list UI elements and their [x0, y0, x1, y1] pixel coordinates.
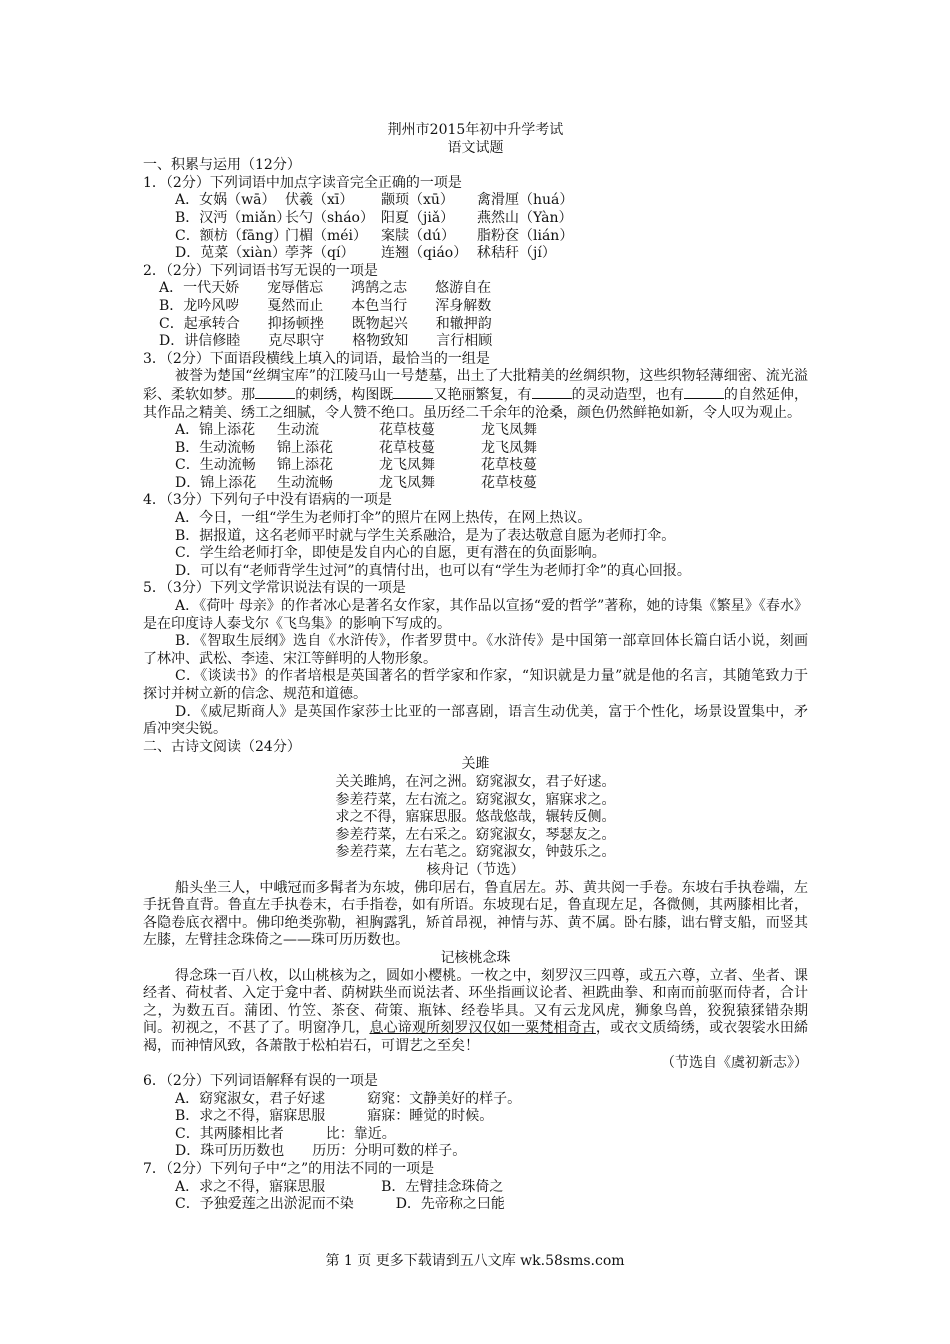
passage-text: 的灵动造型，也有	[571, 386, 684, 403]
option: A．《荷叶 母亲》的作者冰心是著名女作家，其作品以宣扬“爱的哲学”著称，她的诗集《繁星》《春水》是在印度诗人泰戈尔《飞鸟集》的影响下写成的。	[143, 598, 808, 632]
question-stem: 3．（2分）下面语段横线上填入的词语，最恰当的一组是	[143, 350, 490, 367]
option-cell: 案牍（dú）	[381, 227, 455, 244]
option: B．龙吟风哕 戛然而止 本色当行 浑身解数	[159, 297, 492, 314]
passage-text: 的自然延伸，其作品之精美、绣工之细腻，令人赞不绝口。虽历经二千余年的沧桑，颜色仍然鲜艳如新，令人叹为观止。	[143, 386, 809, 421]
question-1	[143, 175, 808, 263]
option-cell: 生动流	[277, 422, 319, 439]
option-cell: 花草枝蔓	[481, 457, 537, 474]
option: B．《智取生辰纲》选自《水浒传》，作者罗贯中。《水浒传》是中国第一部章回体长篇白话小说，刻画了林冲、武松、李逵、宋江等鲜明的人物形象。	[143, 633, 808, 667]
option-cell: A．女娲（wā）	[175, 192, 276, 209]
option-cell: B．汉沔（miǎn）	[175, 209, 291, 226]
option-cell: B．生动流畅	[175, 439, 256, 456]
passage	[143, 368, 808, 422]
passage-hetao	[143, 950, 808, 1073]
passage-text-part: ，或衣文质绮绣，或衣袈裟水田絺褐，而神情风致，各萧散于松柏岩石，可谓艺之至矣！	[143, 1020, 809, 1054]
option-cell: 生动流畅	[277, 474, 333, 491]
option-cell: C．额枋（fāng）	[175, 227, 288, 244]
passage-text	[143, 968, 808, 1056]
option-row	[143, 192, 808, 210]
option-cell: 龙飞凤舞	[481, 439, 537, 456]
option: C．学生给老师打伞，即使是发自内心的自愿，更有潜在的负面影响。	[175, 545, 606, 562]
option-cell: 荸荠（qí）	[285, 245, 355, 262]
fill-blank	[684, 386, 724, 399]
option: C．予独爱莲之出淤泥而不染 D．先帝称之曰能	[175, 1196, 505, 1213]
option-cell: 连翘（qiáo）	[381, 245, 468, 262]
fill-blank	[255, 386, 295, 399]
option: D．讲信修睦 克尽职守 格物致知 言行相顾	[159, 333, 493, 350]
poem-line: 参差荇菜，左右采之。窈窕淑女，琴瑟友之。	[335, 826, 616, 843]
option-row	[143, 440, 808, 458]
poem-line: 参差荇菜，左右芼之。窈窕淑女，钟鼓乐之。	[335, 844, 616, 861]
option-cell: 花草枝蔓	[379, 422, 435, 439]
option-cell: 龙飞凤舞	[481, 422, 537, 439]
passage-hezhouji	[143, 862, 808, 950]
question-stem: 1．（2分）下列词语中加点字读音完全正确的一项是	[143, 174, 462, 191]
option: B．求之不得，寤寐思服 寤寐：睡觉的时候。	[175, 1108, 494, 1125]
option-cell: 龙飞凤舞	[379, 474, 435, 491]
option-cell: 长勺（sháo）	[285, 209, 374, 226]
option-cell: 颛顼（xū）	[381, 192, 454, 209]
option-cell: D．苋菜（xiàn）	[175, 245, 286, 262]
option: D．珠可历历数也 历历：分明可数的样子。	[175, 1143, 467, 1160]
question-stem: 4．（3分）下列句子中没有语病的一项是	[143, 492, 392, 509]
option-cell: 花草枝蔓	[379, 439, 435, 456]
option-row	[143, 210, 808, 228]
poem-line: 求之不得，寤寐思服。悠哉悠哉，辗转反侧。	[335, 809, 616, 826]
document-body	[143, 122, 808, 1214]
option: A．一代天娇 宠辱偕忘 鸿鹄之志 悠游自在	[159, 280, 492, 297]
question-stem: 6．（2分）下列词语解释有误的一项是	[143, 1073, 378, 1090]
option-cell: 伏羲（xī）	[285, 192, 354, 209]
option: C．《谈读书》的作者培根是英国著名的哲学家和作家，“知识就是力量”就是他的名言，其随笔致力于探讨并树立新的信念、规范和道德。	[143, 668, 808, 702]
option: A．求之不得，寤寐思服 B．左臂挂念珠倚之	[175, 1178, 504, 1195]
question-stem: 7．（2分）下列句子中“之”的用法不同的一项是	[143, 1161, 435, 1178]
option-cell: 阳夏（jiǎ）	[381, 209, 455, 226]
option-cell: 龙飞凤舞	[379, 457, 435, 474]
question-stem: 5．（3分）下列文学常识说法有误的一项是	[143, 580, 406, 597]
passage-text: 的刺绣，构图既	[295, 386, 394, 403]
question-stem: 2．（2分）下列词语书写无误的一项是	[143, 262, 378, 279]
option: D．《威尼斯商人》是英国作家莎士比亚的一部喜剧，语言生动优美，富于个性化，场景设置集中，矛盾冲突尖锐。	[143, 703, 808, 738]
option-cell: 花草枝蔓	[481, 474, 537, 491]
poem-line: 关关雎鸠，在河之洲。窈窕淑女，君子好逑。	[335, 773, 616, 790]
question-6	[143, 1073, 808, 1161]
underlined-sentence: 息心谛观所刻罗汉仅如一粟梵相奇古	[369, 1020, 596, 1037]
option-row	[143, 475, 808, 493]
passage-text-part: 得念珠一百八枚，以山桃核为之，圆如小樱桃。一枚之中，刻罗汉三四尊，或五六尊，立者、坐者、课经者、荷杖者、入定于龛中者、荫树趺坐而说法者、环坐指画议论者、袒跣曲拳、和南而前驱而侍者，合计之，为数五百。蒲团、竹笠、茶奁、荷策、瓶钵、经卷毕具。又有云龙风虎，狮象鸟兽，狡猊猿猱错杂期间。初视之，不甚了了。明窗净几，	[143, 967, 808, 1037]
option-cell: C．生动流畅	[175, 457, 256, 474]
option: C．起承转合 抑扬顿挫 既物起兴 和辙押韵	[159, 315, 492, 332]
question-7	[143, 1161, 808, 1214]
poem	[143, 756, 808, 862]
passage-text: 船头坐三人，中峨冠而多髯者为东坡，佛印居右，鲁直居左。苏、黄共阅一手卷。东坡右手执卷端，左手抚鲁直背。鲁直左手执卷末，右手指卷，如有所语。东坡现右足，鲁直现左足，各微侧，其两膝相比者，各隐卷底衣褶中。佛印绝类弥勒，袒胸露乳，矫首昂视，神情与苏、黄不属。卧右膝，诎右臂支船，而竖其左膝，左臂挂念珠倚之——珠可历历数也。	[143, 879, 808, 949]
option-cell: 门楣（méi）	[285, 227, 368, 244]
passage-title: 记核桃念珠	[440, 949, 511, 966]
fill-blank	[393, 386, 433, 399]
page-subtitle: 语文试题	[447, 139, 504, 156]
option-row	[143, 457, 808, 475]
question-2	[143, 263, 808, 351]
passage-title: 核舟记（节选）	[426, 861, 525, 878]
question-3	[143, 351, 808, 493]
poem-title: 关雎	[461, 756, 490, 773]
option-cell: 锦上添花	[277, 439, 333, 456]
poem-line: 参差荇菜，左右流之。窈窕淑女，寤寐求之。	[335, 791, 616, 808]
option-cell: D．锦上添花	[175, 474, 257, 491]
page-footer: 第 1 页 更多下载请到五八文库 wk.58sms.com	[325, 1253, 625, 1269]
passage-text: 又艳丽繁复，有	[433, 386, 532, 403]
option-cell: 禽滑厘（huá）	[477, 192, 574, 209]
page-title: 荆州市2015年初中升学考试	[387, 122, 564, 138]
option-cell: A．锦上添花	[175, 422, 256, 439]
option: B．据报道，这名老师平时就与学生关系融洽，是为了表达敬意自愿为老师打伞。	[175, 527, 676, 544]
question-5	[143, 580, 808, 738]
option-cell: 锦上添花	[277, 457, 333, 474]
option: A．窈窕淑女，君子好逑 窈窕：文静美好的样子。	[175, 1090, 522, 1107]
option-cell: 秫秸秆（jí）	[477, 245, 556, 262]
option-cell: 燕然山（Yàn）	[477, 209, 573, 226]
option-row	[143, 228, 808, 246]
passage-source: （节选自《虞初新志》）	[661, 1055, 808, 1072]
option: C．其两膝相比者 比：靠近。	[175, 1125, 396, 1142]
option: A．今日，一组“学生为老师打伞”的照片在网上热传，在网上热议。	[175, 510, 592, 527]
option-row	[143, 245, 808, 263]
option-row	[143, 422, 808, 440]
option: D．可以有“老师背学生过河”的真情付出，也可以有“学生为老师打伞”的真心回报。	[175, 562, 691, 579]
section-heading-1: 一、积累与运用（12分）	[143, 157, 301, 174]
fill-blank	[532, 386, 572, 399]
option-cell: 脂粉奁（lián）	[477, 227, 574, 244]
section-heading-2: 二、古诗文阅读（24分）	[143, 738, 301, 755]
question-4	[143, 492, 808, 580]
passage-text: 被誉为楚国“丝绸宝库”的江陵马山一号楚墓，出土了大批精美的丝绸织物，这些织物轻薄细密、流光溢彩、柔软如梦。那	[143, 368, 808, 403]
